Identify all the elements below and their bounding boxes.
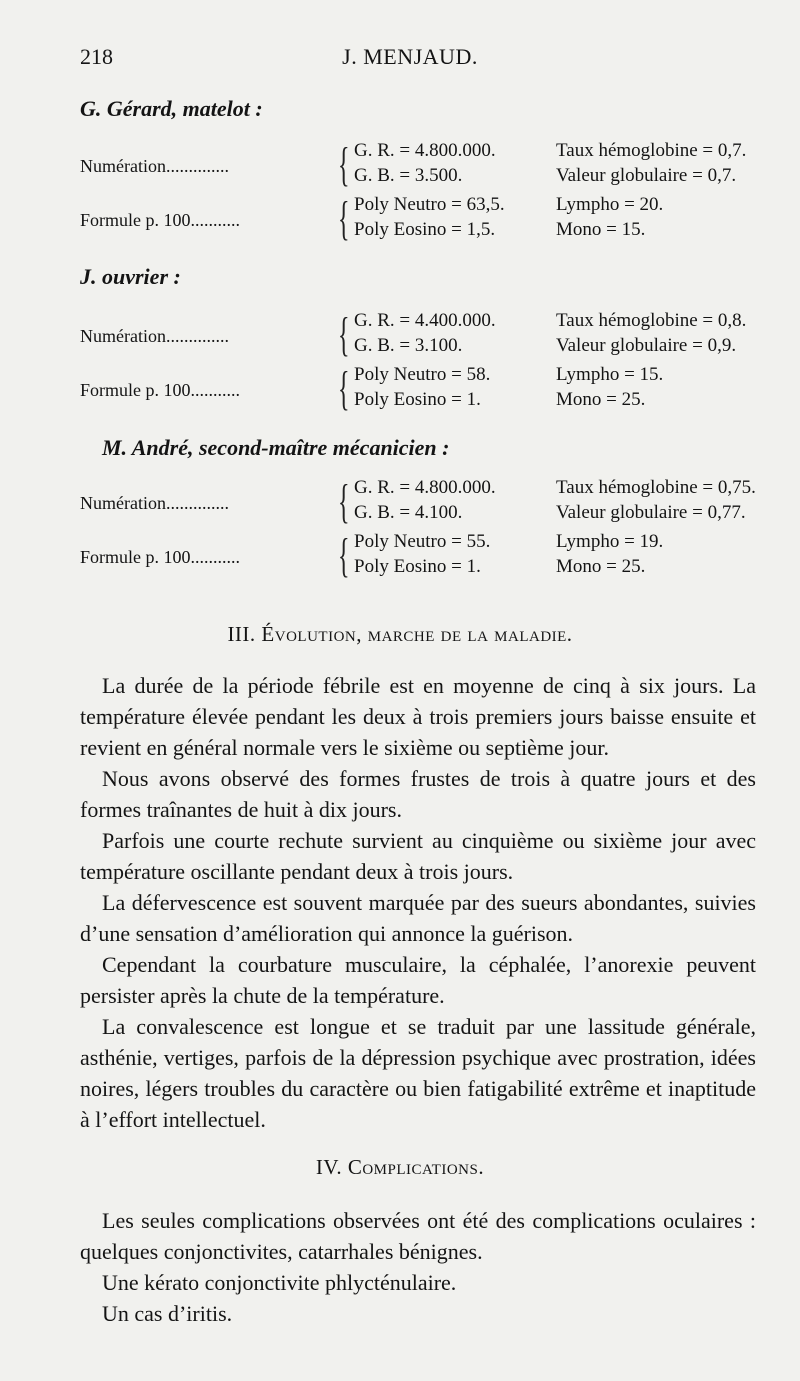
value-globulaire: Valeur globulaire = 0,7. (556, 165, 737, 186)
value-poly-neutro: Poly Neutro = 55. (354, 531, 491, 552)
paragraph: La durée de la période fébrile est en moyenne de cinq à six jours. La température élevée pendant les deux à trois premiers jours baisse ensuite et revient en général normale vers le sixième ou septième jour. (80, 673, 756, 760)
section-body-complications (80, 1205, 756, 1329)
formule-row (80, 194, 770, 248)
value-mono: Mono = 25. (556, 556, 646, 577)
value-lympho: Lympho = 20. (556, 194, 664, 215)
brace-glyph: { (338, 192, 350, 245)
value-mono: Mono = 15. (556, 219, 646, 240)
paragraph: Un cas d’iritis. (102, 1301, 233, 1326)
value-poly-neutro: Poly Neutro = 58. (354, 364, 491, 385)
row-label: Formule p. 100........... (80, 210, 240, 230)
brace-glyph: { (338, 475, 350, 528)
section-title-text: Complications. (347, 1155, 485, 1179)
case-name: G. Gérard, matelot : (80, 96, 263, 121)
formule-row (80, 531, 770, 585)
page-number: 218 (80, 44, 113, 69)
section-numeral: III. (227, 622, 262, 646)
formule-row (80, 364, 770, 418)
value-poly-eosino: Poly Eosino = 1. (354, 389, 481, 410)
value-gr: G. R. = 4.800.000. (354, 140, 496, 161)
value-hemoglobine: Taux hémoglobine = 0,75. (556, 477, 756, 498)
value-gb: G. B. = 3.500. (354, 165, 463, 186)
running-title: J. MENJAUD. (342, 44, 478, 69)
value-gb: G. B. = 4.100. (354, 502, 463, 523)
brace-glyph: { (338, 529, 350, 582)
row-label: Formule p. 100........... (80, 380, 240, 400)
section-heading-complications (0, 1155, 800, 1180)
value-gb: G. B. = 3.100. (354, 335, 463, 356)
value-hemoglobine: Taux hémoglobine = 0,7. (556, 140, 747, 161)
row-label: Formule p. 100........... (80, 547, 240, 567)
paragraph: Cependant la courbature musculaire, la céphalée, l’anorexie peuvent persister après la chute de la température. (80, 952, 756, 1008)
value-poly-eosino: Poly Eosino = 1,5. (354, 219, 496, 240)
row-label: Numération.............. (80, 156, 229, 176)
value-globulaire: Valeur globulaire = 0,77. (556, 502, 746, 523)
page-header (80, 44, 740, 74)
value-lympho: Lympho = 15. (556, 364, 664, 385)
brace-glyph: { (338, 308, 350, 361)
row-label: Numération.............. (80, 493, 229, 513)
brace-glyph: { (338, 362, 350, 415)
paragraph: Une kérato conjonctivite phlycténulaire. (102, 1270, 457, 1295)
section-body-evolution (80, 670, 756, 1135)
row-label: Numération.............. (80, 326, 229, 346)
numeration-row (80, 310, 770, 364)
value-mono: Mono = 25. (556, 389, 646, 410)
numeration-row (80, 140, 770, 194)
case-name: J. ouvrier : (80, 264, 181, 289)
section-numeral: IV. (315, 1155, 348, 1179)
value-lympho: Lympho = 19. (556, 531, 664, 552)
value-globulaire: Valeur globulaire = 0,9. (556, 335, 737, 356)
value-hemoglobine: Taux hémoglobine = 0,8. (556, 310, 747, 331)
paragraph: La convalescence est longue et se traduit par une lassitude générale, asthénie, vertiges, parfois de la dépression psychique avec prostration, idées noires, légers troubles du caractère ou bien fatigabilité extrême et inaptitude à l’effort intellectuel. (80, 1014, 756, 1132)
section-title-text: Évolution, marche de la maladie. (261, 622, 573, 646)
paragraph: Nous avons observé des formes frustes de trois à quatre jours et des formes traînantes de huit à dix jours. (80, 766, 756, 822)
value-poly-neutro: Poly Neutro = 63,5. (354, 194, 505, 215)
numeration-row (80, 477, 770, 531)
brace-glyph: { (338, 138, 350, 191)
value-poly-eosino: Poly Eosino = 1. (354, 556, 481, 577)
section-heading-evolution (0, 622, 800, 647)
paragraph: Parfois une courte rechute survient au cinquième ou sixième jour avec température oscillante pendant deux à trois jours. (80, 828, 756, 884)
paragraph: Les seules complications observées ont été des complications oculaires : quelques conjonctivites, catarrhales bénignes. (80, 1208, 756, 1264)
value-gr: G. R. = 4.800.000. (354, 477, 496, 498)
paragraph: La défervescence est souvent marquée par des sueurs abondantes, suivies d’une sensation d’amélioration qui annonce la guérison. (80, 890, 756, 946)
case-name: M. André, second-maître mécanicien : (102, 435, 450, 460)
value-gr: G. R. = 4.400.000. (354, 310, 496, 331)
